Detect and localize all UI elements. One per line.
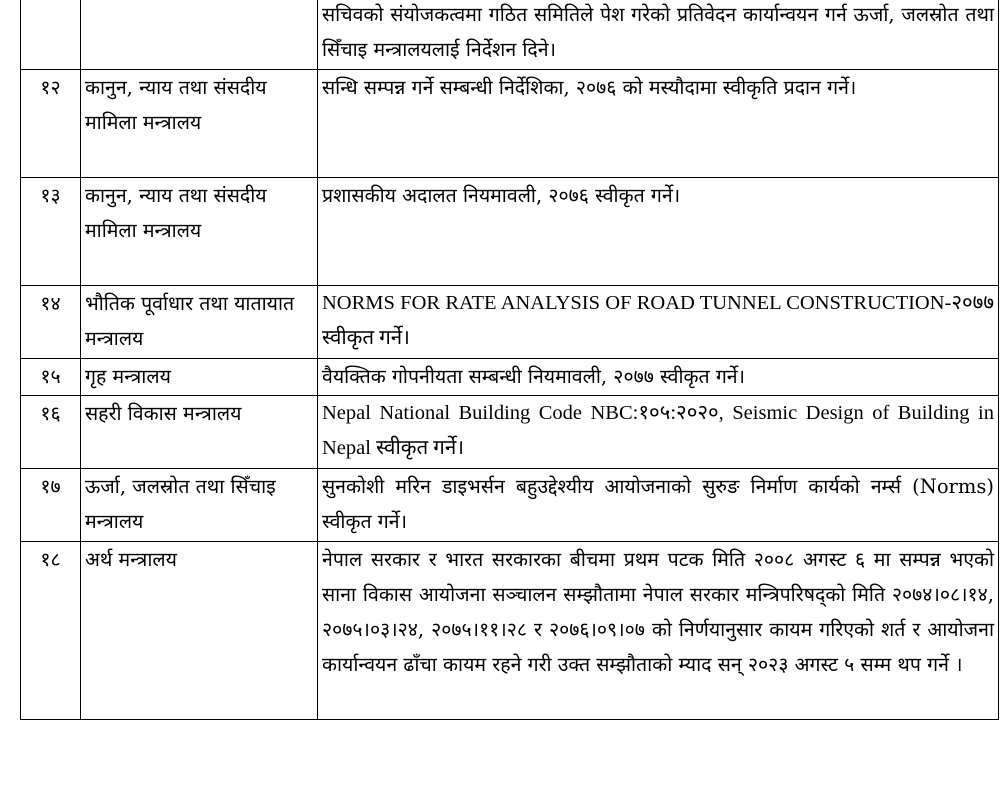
table-row: [21, 0, 999, 70]
decision-cell: NORMS FOR RATE ANALYSIS OF ROAD TUNNEL CONSTRUCTION-२०७७ स्वीकृत गर्ने।: [318, 286, 999, 359]
ministry-cell: कानुन, न्याय तथा संसदीय मामिला मन्त्रालय: [81, 178, 318, 286]
decisions-table: [20, 0, 999, 720]
decision-cell: प्रशासकीय अदालत नियमावली, २०७६ स्वीकृत गर्ने।: [318, 178, 999, 286]
row-number: १६: [21, 396, 81, 469]
ministry-cell: सहरी विकास मन्त्रालय: [81, 396, 318, 469]
row-number: १३: [21, 178, 81, 286]
row-number: १८: [21, 542, 81, 720]
ministry-cell: ऊर्जा, जलस्रोत तथा सिँचाइ मन्त्रालय: [81, 469, 318, 542]
ministry-cell: अर्थ मन्त्रालय: [81, 542, 318, 720]
decision-cell: सुनकोशी मरिन डाइभर्सन बहुउद्देश्यीय आयोजनाको सुरुङ निर्माण कार्यको नर्म्स (Norms) स्वीकृत गर्ने।: [318, 469, 999, 542]
ministry-cell: [81, 0, 318, 70]
row-number: १४: [21, 286, 81, 359]
table-row: [21, 469, 999, 542]
decision-cell: वैयक्तिक गोपनीयता सम्बन्धी नियमावली, २०७७ स्वीकृत गर्ने।: [318, 359, 999, 396]
decision-cell: सचिवको संयोजकत्वमा गठित समितिले पेश गरेको प्रतिवेदन कार्यान्वयन गर्न ऊर्जा, जलस्रोत तथा सिँचाइ मन्त्रालयलाई निर्देशन दिने।: [318, 0, 999, 70]
table-row: [21, 542, 999, 720]
ministry-cell: गृह मन्त्रालय: [81, 359, 318, 396]
row-number: १२: [21, 70, 81, 178]
table-row: [21, 286, 999, 359]
row-number: [21, 0, 81, 70]
table-row: [21, 396, 999, 469]
decision-cell: Nepal National Building Code NBC:१०५:२०२०, Seismic Design of Building in Nepal स्वीकृत गर्ने।: [318, 396, 999, 469]
ministry-cell: कानुन, न्याय तथा संसदीय मामिला मन्त्रालय: [81, 70, 318, 178]
ministry-cell: भौतिक पूर्वाधार तथा यातायात मन्त्रालय: [81, 286, 318, 359]
row-number: १७: [21, 469, 81, 542]
decision-cell: सन्धि सम्पन्न गर्ने सम्बन्धी निर्देशिका, २०७६ को मस्यौदामा स्वीकृति प्रदान गर्ने।: [318, 70, 999, 178]
row-number: १५: [21, 359, 81, 396]
table-row: [21, 359, 999, 396]
table-row: [21, 70, 999, 178]
table-row: [21, 178, 999, 286]
decision-cell: नेपाल सरकार र भारत सरकारका बीचमा प्रथम पटक मिति २००८ अगस्ट ६ मा सम्पन्न भएको साना विकास आयोजना सञ्चालन सम्झौतामा नेपाल सरकार मन्त्रिपरिषद्को मिति २०७४।०८।१४, २०७५।०३।२४, २०७५।११।२८ र २०७६।०९।०७ को निर्णयानुसार कायम गरिएको शर्त र आयोजना कार्यान्वयन ढाँचा कायम रहने गरी उक्त सम्झौताको म्याद सन् २०२३ अगस्ट ५ सम्म थप गर्ने ।: [318, 542, 999, 720]
